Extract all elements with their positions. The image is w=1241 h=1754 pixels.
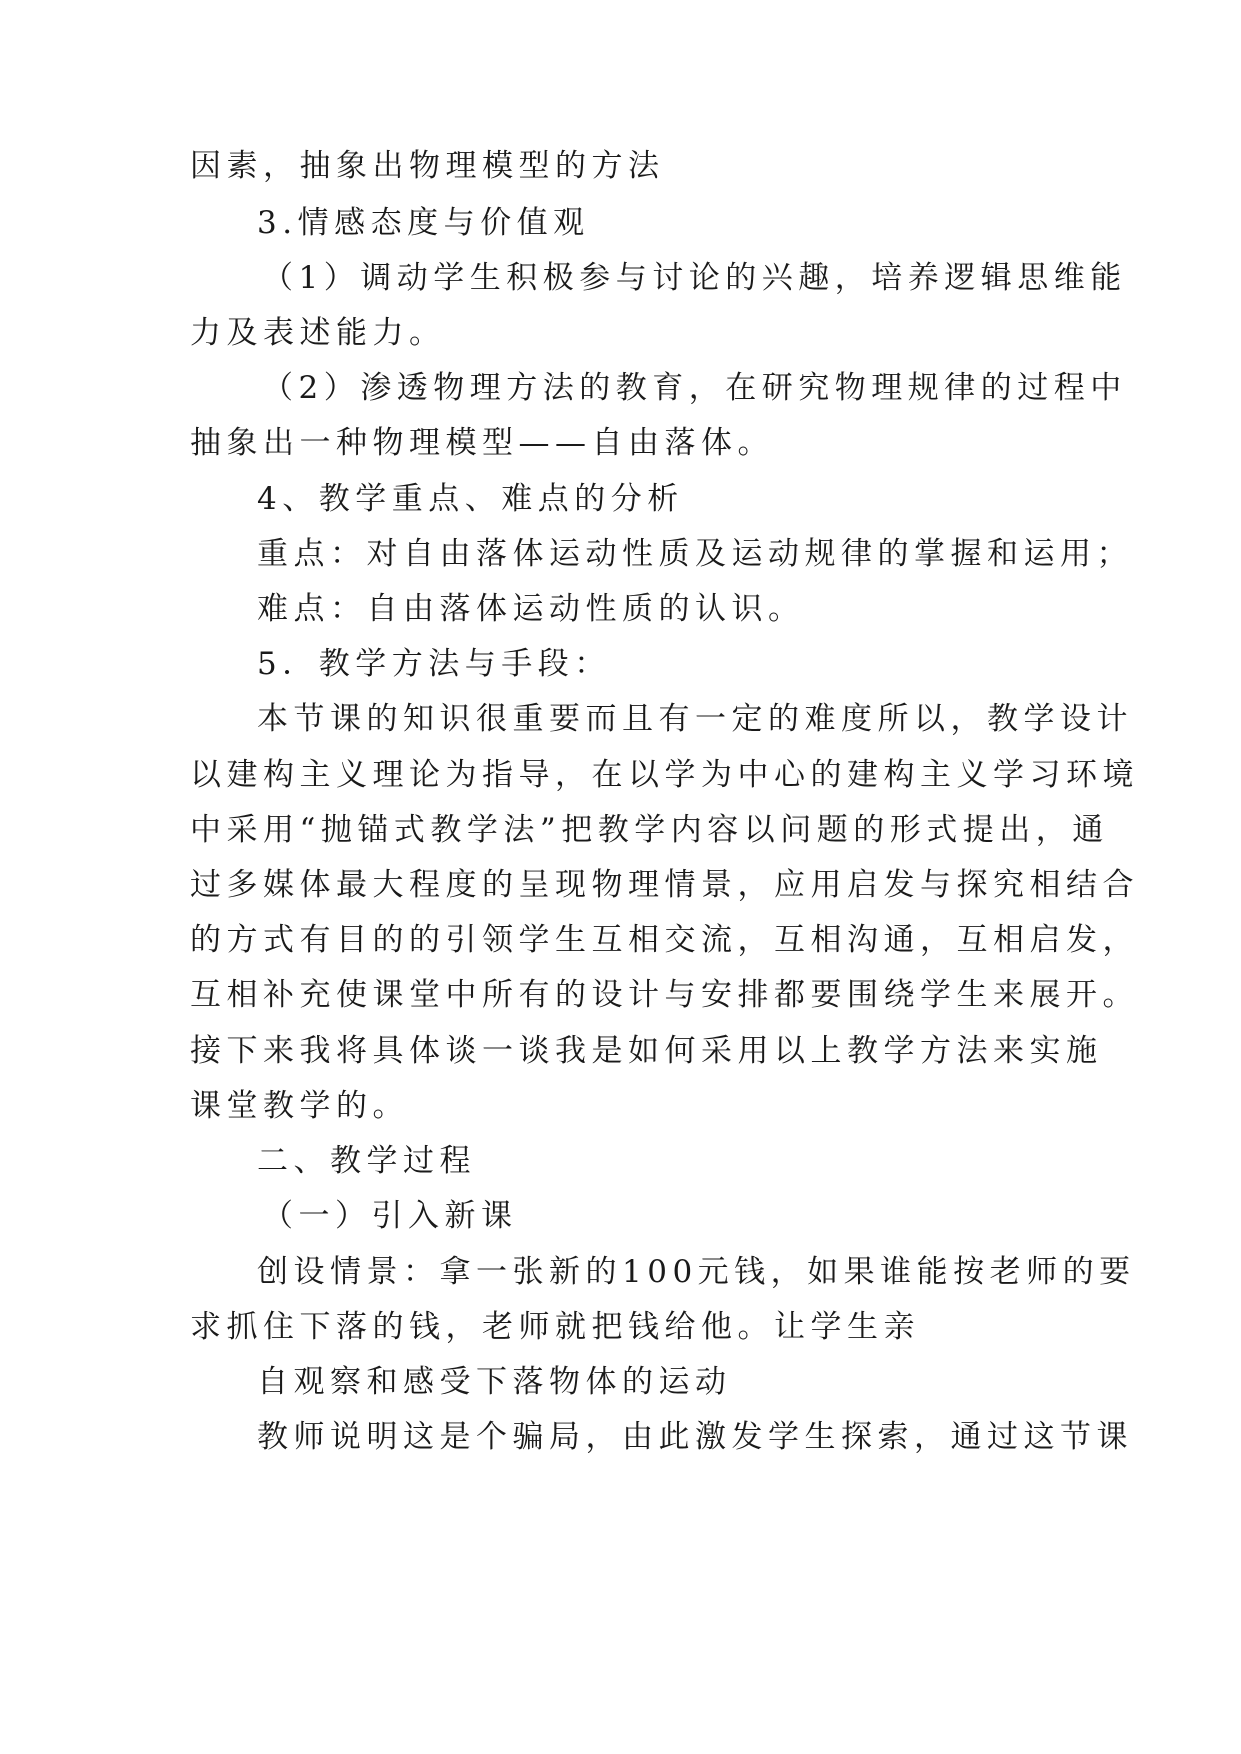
text-line: 重点：对自由落体运动性质及运动规律的掌握和运用；: [257, 536, 1133, 572]
list-item-line: （1）调动学生积极参与讨论的兴趣，培养逻辑思维能: [262, 260, 1127, 296]
paragraph-line: 接下来我将具体谈一谈我是如何采用以上教学方法来实施: [190, 1033, 1103, 1069]
text-line: 因素，抽象出物理模型的方法: [190, 148, 665, 184]
subsection-heading: （一）引入新课: [262, 1198, 518, 1234]
section-heading: 二、教学过程: [257, 1143, 476, 1179]
text-line: 难点：自由落体运动性质的认识。: [257, 591, 805, 627]
paragraph-line: 以建构主义理论为指导，在以学为中心的建构主义学习环境: [190, 757, 1139, 793]
list-item-line: （2）渗透物理方法的教育，在研究物理规律的过程中: [262, 370, 1127, 406]
paragraph-line: 过多媒体最大程度的呈现物理情景，应用启发与探究相结合: [190, 867, 1139, 903]
paragraph-line: 自观察和感受下落物体的运动: [257, 1364, 732, 1400]
section-heading: 3.情感态度与价值观: [257, 205, 590, 241]
paragraph-line: 的方式有目的的引领学生互相交流，互相沟通，互相启发，: [190, 922, 1139, 958]
section-heading: 4、教学重点、难点的分析: [257, 481, 684, 517]
paragraph-line: 互相补充使课堂中所有的设计与安排都要围绕学生来展开。: [190, 977, 1139, 1013]
text-line: 力及表述能力。: [190, 315, 446, 351]
paragraph-line: 创设情景：拿一张新的100元钱，如果谁能按老师的要: [257, 1254, 1136, 1290]
section-heading: 5．教学方法与手段：: [257, 646, 611, 682]
paragraph-line: 求抓住下落的钱，老师就把钱给他。让学生亲: [190, 1309, 920, 1345]
paragraph-line: 课堂教学的。: [190, 1088, 409, 1124]
text-line: 抽象出一种物理模型——自由落体。: [190, 425, 774, 461]
paragraph-line: 中采用“抛锚式教学法”把教学内容以问题的形式提出，通: [190, 812, 1109, 848]
paragraph-line: 教师说明这是个骗局，由此激发学生探索，通过这节课: [257, 1419, 1133, 1455]
paragraph-line: 本节课的知识很重要而且有一定的难度所以，教学设计: [257, 701, 1133, 737]
